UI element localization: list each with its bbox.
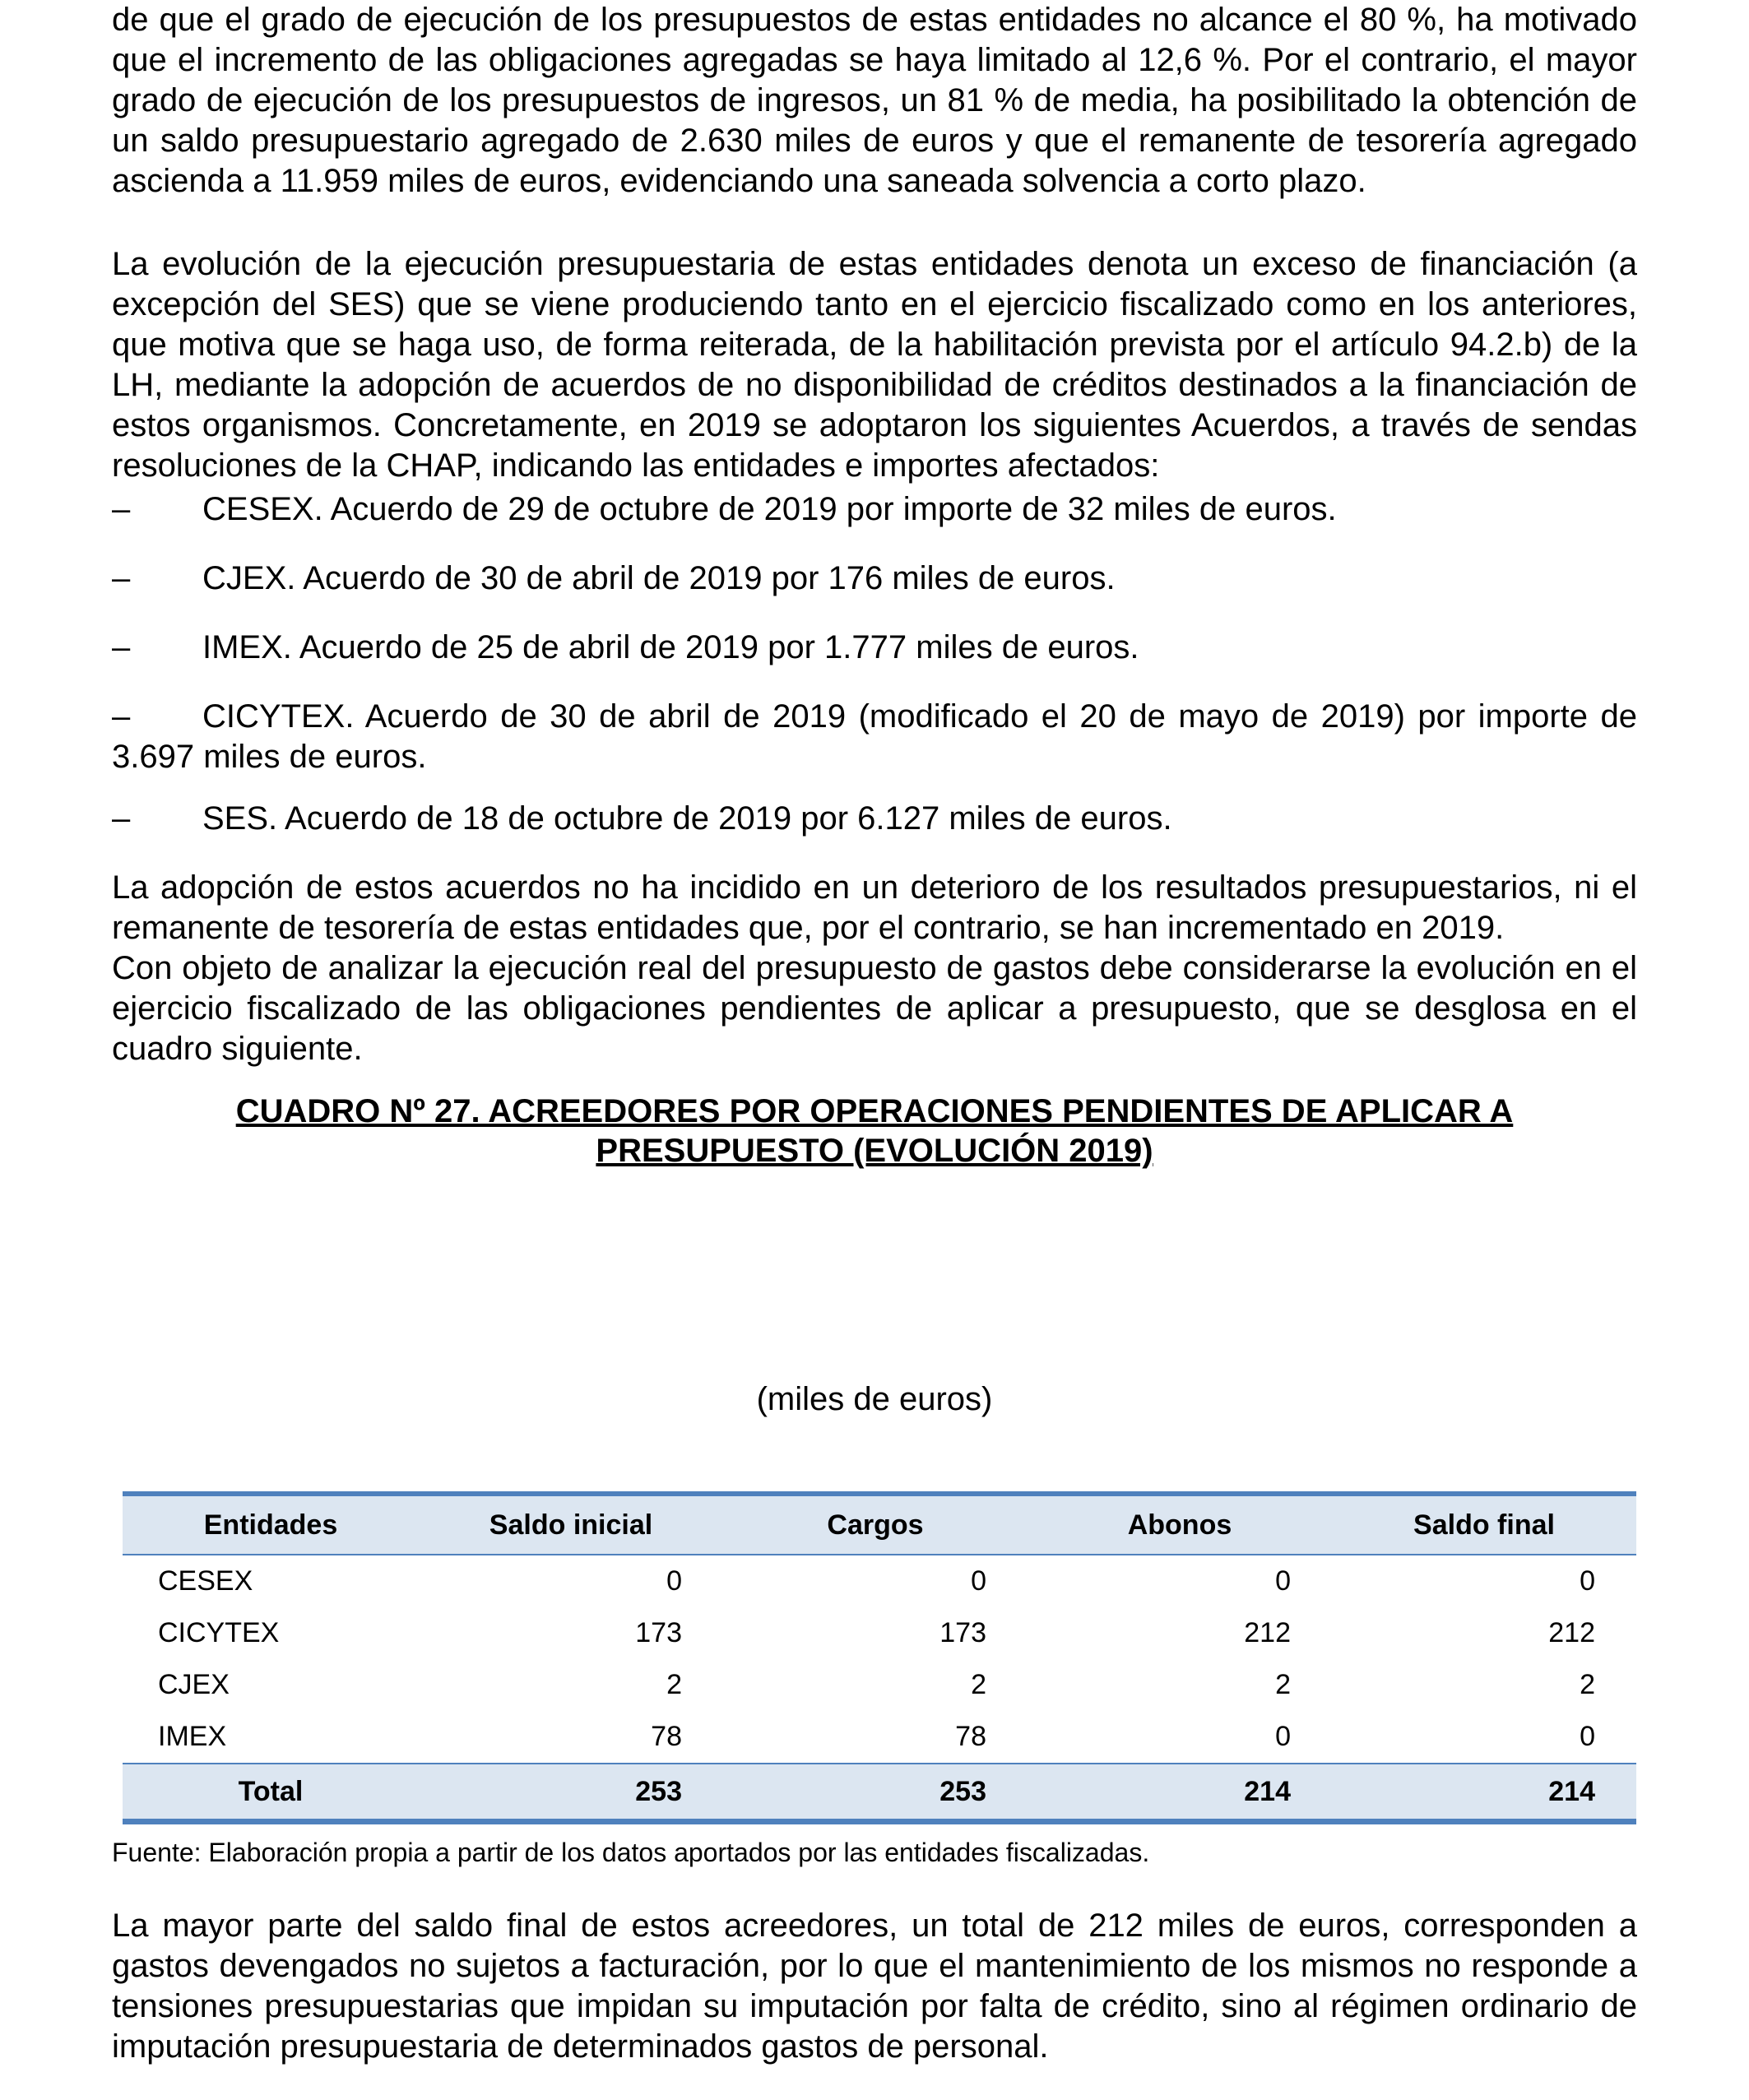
table-cell: IMEX — [158, 1721, 227, 1752]
table-cell: 2 — [1275, 1669, 1291, 1700]
table-source-note: Fuente: Elaboración propia a partir de los datos aportados por las entidades fiscalizadas. — [112, 1838, 1150, 1867]
column-header: Cargos — [723, 1494, 1028, 1555]
dash-bullet: – — [112, 560, 131, 596]
table-cell: 2 — [1580, 1669, 1595, 1700]
table-caption-line-1: CUADRO Nº 27. ACREEDORES POR OPERACIONES PENDIENTES DE APLICAR A — [235, 1093, 1514, 1129]
table-row — [123, 1711, 1636, 1764]
table-header-row — [123, 1494, 1636, 1555]
table-row — [123, 1607, 1636, 1659]
paragraph-objeto-analisis: Con objeto de analizar la ejecución real del presupuesto de gastos debe considerarse la evolución en el ejercicio fiscalizado de las obligaciones pendientes de aplicar a presupuesto, que se desglosa en el cuadro siguiente. — [112, 950, 1637, 1067]
table-cell: 2 — [971, 1669, 986, 1700]
list-item-cjex — [112, 559, 1637, 599]
list-item-text: CESEX. Acuerdo de 29 de octubre de 2019 por importe de 32 miles de euros. — [202, 491, 1337, 527]
table-cell: 212 — [1548, 1617, 1595, 1648]
table-cell: 212 — [1244, 1617, 1291, 1648]
paragraph-adopcion-acuerdos: La adopción de estos acuerdos no ha incidido en un deterioro de los resultados presupuestarios, ni el remanente de tesorería de estas entidades que, por el contrario, se han incrementado en 2019. — [112, 869, 1637, 946]
paragraph-evolucion-ejecucion: La evolución de la ejecución presupuestaria de estas entidades denota un exceso de financiación (a excepción del SES) que se viene produciendo tanto en el ejercicio fiscalizado como en los anteriores, que motiva que se haga uso, de forma reiterada, de la habilitación prevista por el artículo 94.2.b) de la LH, mediante la adopción de acuerdos de no disponibilidad de créditos destinados a la financiación de estos organismos. Concretamente, en 2019 se adoptaron los siguientes Acuerdos, a través de sendas resoluciones de la CHAP, indicando las entidades e importes afectados: — [112, 246, 1637, 484]
table-units: (miles de euros) — [756, 1381, 993, 1417]
table-cell: 2 — [666, 1669, 682, 1700]
table-cell: CJEX — [158, 1669, 230, 1700]
table-caption-line-2: PRESUPUESTO (EVOLUCIÓN 2019) — [596, 1133, 1153, 1169]
table-cell: 0 — [1275, 1565, 1291, 1597]
table-cell: 0 — [1275, 1721, 1291, 1752]
table-cell: 173 — [939, 1617, 986, 1648]
list-item-text: CICYTEX. Acuerdo de 30 de abril de 2019 (modificado el 20 de mayo de 2019) por importe de 3.697 miles de euros. — [112, 698, 1637, 775]
paragraph-saldo-final: La mayor parte del saldo final de estos acreedores, un total de 212 miles de euros, corresponden a gastos devengados no sujetos a facturación, por lo que el mantenimiento de los mismos no responde a tensiones presupuestarias que impidan su imputación por falta de crédito, sino al régimen ordinario de imputación presupuestaria de determinados gastos de personal. — [112, 1908, 1637, 2065]
column-header: Abonos — [1028, 1494, 1332, 1555]
table-cell: CICYTEX — [158, 1617, 280, 1648]
list-item-text: IMEX. Acuerdo de 25 de abril de 2019 por 1.777 miles de euros. — [202, 629, 1139, 665]
table-cell: 0 — [666, 1565, 682, 1597]
list-item-cesex — [112, 489, 1637, 530]
dash-bullet: – — [112, 800, 131, 837]
table-total-cell: 253 — [419, 1764, 723, 1822]
list-item-text: CJEX. Acuerdo de 30 de abril de 2019 por 176 miles de euros. — [202, 560, 1116, 596]
table-cell: CESEX — [158, 1565, 253, 1597]
column-header: Saldo final — [1332, 1494, 1636, 1555]
list-item-ses — [112, 799, 1637, 839]
column-header: Entidades — [123, 1494, 419, 1555]
table-cell: 0 — [1580, 1721, 1595, 1752]
dash-bullet: – — [112, 491, 131, 527]
column-header: Saldo inicial — [419, 1494, 723, 1555]
table-total-label: Total — [123, 1764, 419, 1822]
list-item-text: SES. Acuerdo de 18 de octubre de 2019 por 6.127 miles de euros. — [202, 800, 1172, 837]
paragraph-ejecucion-presupuestos: de que el grado de ejecución de los presupuestos de estas entidades no alcance el 80 %, ha motivado que el incremento de las obligaciones agregadas se haya limitado al 12,6 %. Por el contrario, el mayor grado de ejecución de los presupuestos de ingresos, un 81 % de media, ha posibilitado la obtención de un saldo presupuestario agregado de 2.630 miles de euros y que el remanente de tesorería agregado ascienda a 11.959 miles de euros, evidenciando una saneada solvencia a corto plazo. — [112, 2, 1637, 199]
table-row — [123, 1659, 1636, 1711]
dash-bullet: – — [112, 698, 131, 735]
acreedores-table — [123, 1491, 1636, 1824]
table-cell: 0 — [971, 1565, 986, 1597]
table-cell: 78 — [651, 1721, 682, 1752]
table-caption — [112, 1092, 1637, 1171]
table-total-cell: 214 — [1332, 1764, 1636, 1822]
dash-bullet: – — [112, 629, 131, 665]
list-item-cicytex — [112, 697, 1637, 777]
table-cell: 78 — [955, 1721, 986, 1752]
list-item-imex — [112, 628, 1637, 668]
table-row — [123, 1555, 1636, 1607]
table-total-row — [123, 1764, 1636, 1822]
table-cell: 0 — [1580, 1565, 1595, 1597]
table-cell: 173 — [635, 1617, 682, 1648]
table-total-cell: 214 — [1028, 1764, 1332, 1822]
table-total-cell: 253 — [723, 1764, 1028, 1822]
